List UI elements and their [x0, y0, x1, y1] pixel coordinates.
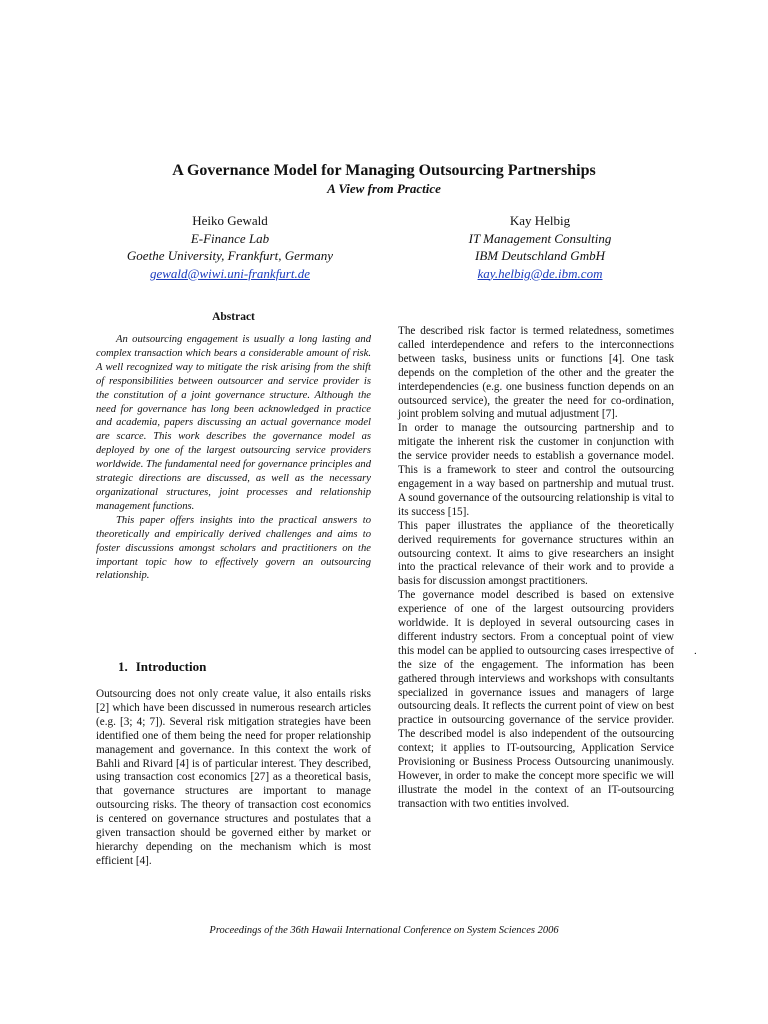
introduction-body — [96, 688, 371, 869]
abstract-paragraph: This paper offers insights into the practical answers to theoretically and empirically derived challenges and aims to foster discussions amongst scholars and practitioners on the important topic how to effectively govern an outsourcing relationship. — [96, 514, 371, 582]
author-name: Heiko Gewald — [192, 213, 268, 228]
author-affiliation: IBM Deutschland GmbH — [475, 248, 605, 263]
author-affiliation: IT Management Consulting — [468, 230, 612, 246]
paper-title: A Governance Model for Managing Outsourcing Partnerships — [172, 162, 596, 179]
page-footer: Proceedings of the 36th Hawaii International Conference on System Sciences 2006 — [209, 925, 559, 936]
body-paragraph: The governance model described is based on extensive experience of one of the largest outsourcing providers worldwide. It is deployed in several outsourcing cases in different industry sectors. From a conceptual point of view this model can be applied to outsourcing cases irrespective of the size of the engagement. The information has been gathered through interviews and workshops with consultants specialized in governance issues and managers of large outsourcing deals. It reflects the current point of view on best practice in outsourcing governance of the service provider. The described model is also independent of the outsourcing context; it applies to IT-outsourcing, Application Service Provisioning or Business Process Outsourcing unanimously. However, in order to make the concept more specific we will illustrate the model in the context of an IT-outsourcing transaction with two entities involved. — [398, 589, 674, 810]
right-column-body — [398, 325, 674, 812]
section-number: 1. — [118, 659, 128, 674]
author-email-link[interactable]: gewald@wiwi.uni-frankfurt.de — [149, 265, 310, 281]
body-paragraph: Outsourcing does not only create value, it also entails risks [2] which have been discussed in numerous research articles (e.g. [3; 4; 7]). Several risk mitigation strategies have been identified one of them being the need for proper relationship management and governance. In this context the work of Bahli and Rivard [4] is of particular interest. They described, using transaction cost economics [27] as a theoretical basis, that governance structures are important to manage outsourcing risks. The theory of transaction cost economics is centered on governance structures and postulates that a given transaction should be governed either by market or hierarchy depending on the mechanism which is most efficient [4]. — [96, 688, 371, 867]
author-affiliation: Goethe University, Frankfurt, Germany — [126, 248, 334, 263]
section-heading-introduction — [118, 659, 206, 675]
abstract-body — [96, 333, 371, 583]
abstract-paragraph: An outsourcing engagement is usually a long lasting and complex transaction which bears a considerable amount of risk. A well recognized way to mitigate the risk arising from the shift of responsibilities between outsourcer and service provider is the constitution of a joint governance structure. Although the need for governance has long been acknowledged in practice and academia, papers discussing an actual governance model are scarce. This work describes the governance model as deployed by one of the largest outsourcing service providers worldwide. The fundamental need for governance principles and strategic directions are discussed, as well as the necessary organizational structures, joint processes and relationship management functions. — [96, 334, 371, 512]
author-affiliation: E-Finance Lab — [190, 230, 270, 246]
margin-mark: . — [694, 645, 697, 657]
paper-subtitle: A View from Practice — [327, 181, 441, 196]
body-paragraph: The described risk factor is termed relatedness, sometimes called interdependence and refers to the interconnections between tasks, business units or functions [4]. One task depends on the completion of the other and the greater the interdependencies (e.g. one business function depends on an outsourced service), the greater the need for co-ordination, joint problem solving and mutual adjustment [7]. — [398, 325, 674, 421]
author-email-link[interactable]: kay.helbig@de.ibm.com — [477, 265, 603, 281]
body-paragraph: This paper illustrates the appliance of the theoretically derived requirements for governance structures within an outsourcing context. It aims to give researchers an insight into the practical relevance of their work and to provide a basis for discussion amongst practitioners. — [398, 519, 674, 588]
author-name: Kay Helbig — [509, 213, 571, 228]
abstract-heading: Abstract — [212, 311, 255, 323]
section-title: Introduction — [135, 659, 207, 674]
body-paragraph: In order to manage the outsourcing partnership and to mitigate the inherent risk the customer in conjunction with the service provider needs to establish a governance model. This is a framework to steer and control the outsourcing engagement in a way based on partnership and mutual trust. A sound governance of the outsourcing relationship is vital to its success [15]. — [398, 422, 674, 518]
author-block-helbig — [400, 212, 680, 282]
author-block-gewald — [90, 212, 370, 282]
